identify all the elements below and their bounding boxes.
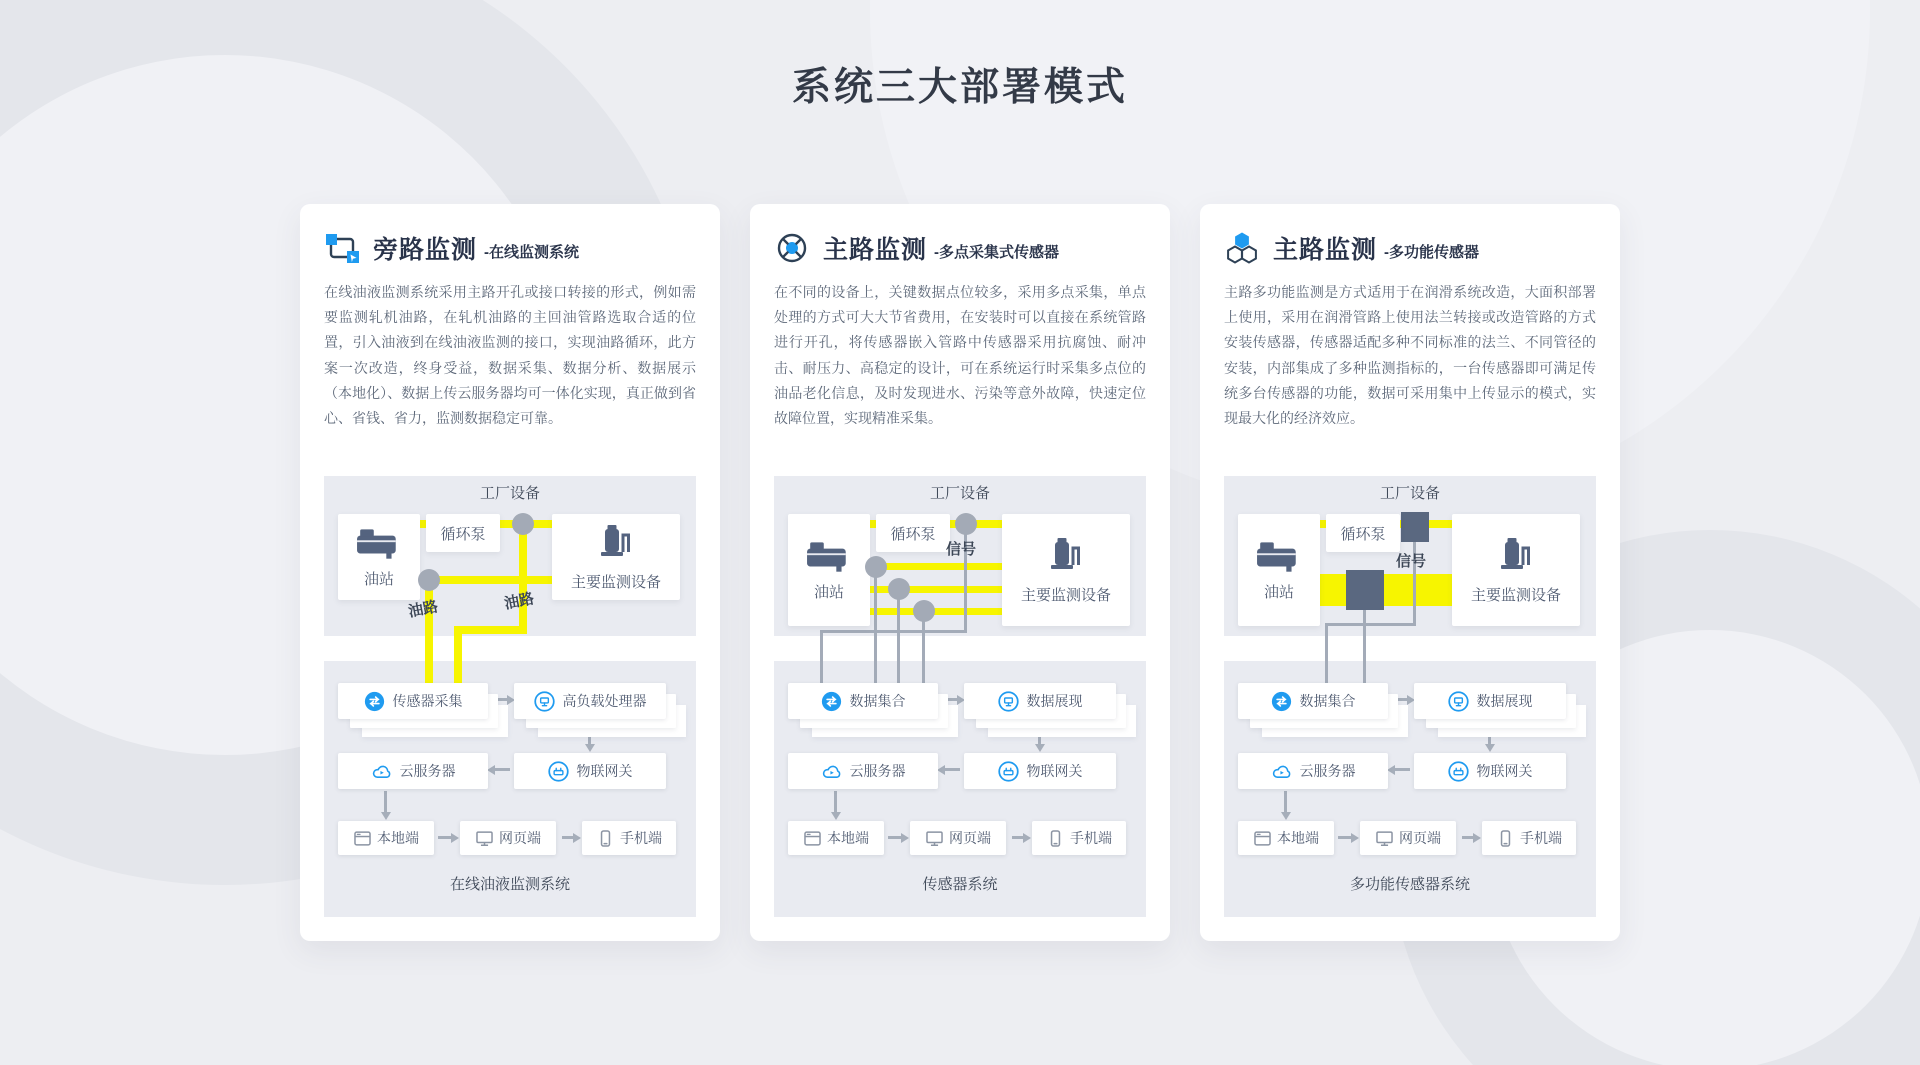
- oil-station-box: [338, 514, 420, 600]
- data-transfer-icon: [364, 691, 385, 712]
- oil-station-label: 油站: [363, 570, 394, 588]
- data-display-icon: [998, 691, 1019, 712]
- card-subtitle: -在线监测系统: [484, 244, 580, 261]
- flow-label: 数据展现: [1476, 693, 1533, 709]
- data-transfer-icon: [821, 691, 842, 712]
- arrow-right-icon: [562, 836, 574, 839]
- sensor-point-dot: [913, 600, 935, 622]
- main-equipment-box: [1452, 514, 1580, 626]
- arrow-left-icon: [1394, 768, 1410, 771]
- window-icon: [1253, 829, 1272, 848]
- signal-line: [820, 630, 823, 683]
- cloud-server-icon: [821, 761, 842, 782]
- signal-label: 信号: [946, 541, 977, 558]
- flow-label: 手机端: [1520, 830, 1562, 846]
- monitor-icon: [1375, 829, 1394, 848]
- pipe-label: 油路: [502, 590, 536, 613]
- oil-pipe: [870, 563, 1002, 570]
- arrow-down-icon: [834, 791, 837, 813]
- oil-pipe: [519, 524, 527, 634]
- arrow-right-icon: [438, 836, 452, 839]
- oil-pipe: [454, 626, 462, 683]
- signal-line: [820, 630, 967, 633]
- page-title: 系统三大部署模式: [791, 66, 1128, 109]
- iot-gateway-icon: [548, 761, 569, 782]
- phone-icon: [596, 829, 615, 848]
- sensor-point-dot: [865, 556, 887, 578]
- flow-label: 手机端: [620, 830, 662, 846]
- data-display-icon: [1448, 691, 1469, 712]
- arrow-right-icon: [942, 698, 958, 701]
- card-header: [324, 230, 696, 266]
- flow-box-process: [514, 683, 666, 719]
- arrow-right-icon: [1338, 836, 1352, 839]
- pipe-label: 油路: [406, 598, 440, 621]
- cloud-server-icon: [1271, 761, 1292, 782]
- window-icon: [353, 829, 372, 848]
- flow-label: 数据展现: [1026, 693, 1083, 709]
- circulation-pump-box: [876, 514, 950, 552]
- flow-box-local: [1238, 821, 1334, 855]
- inline-sensor-block: [1346, 570, 1384, 610]
- iot-gateway-icon: [998, 761, 1019, 782]
- flow-box-web: [1360, 821, 1456, 855]
- card-subtitle: -多功能传感器: [1384, 244, 1480, 261]
- diagram-caption: 在线油液监测系统: [449, 876, 570, 893]
- signal-line: [1325, 623, 1416, 626]
- flow-label: 物联网关: [576, 763, 633, 779]
- signal-line: [897, 589, 900, 683]
- phone-icon: [1046, 829, 1065, 848]
- flow-box-gateway: [964, 753, 1116, 789]
- oil-pipe: [870, 608, 1002, 615]
- flow-box-gateway: [514, 753, 666, 789]
- flow-label: 云服务器: [849, 763, 906, 779]
- oil-station-label: 油站: [813, 583, 844, 601]
- phone-icon: [1496, 829, 1515, 848]
- flow-box-collect: [338, 683, 488, 719]
- oil-station-box: [788, 514, 870, 626]
- flow-box-local: [788, 821, 884, 855]
- lifebuoy-icon: [774, 230, 810, 266]
- flow-box-web: [460, 821, 556, 855]
- flow-label: 物联网关: [1476, 763, 1533, 779]
- flow-box-web: [910, 821, 1006, 855]
- flow-label: 高负载处理器: [562, 693, 647, 709]
- signal-line: [874, 567, 877, 683]
- flow-label: 本地端: [827, 830, 869, 846]
- window-icon: [803, 829, 822, 848]
- card-title: 旁路监测: [373, 236, 478, 264]
- arrow-right-icon: [492, 698, 508, 701]
- monitor-icon: [475, 829, 494, 848]
- flow-label: 网页端: [499, 830, 541, 846]
- inline-sensor-block: [1401, 512, 1429, 542]
- flow-label: 云服务器: [1299, 763, 1356, 779]
- card-description: 在线油液监测系统采用主路开孔或接口转接的形式，例如需要监测轧机油路，在轧机油路的主回油管路选取合适的位置，引入油液到在线油液监测的接口，实现油路循环，此方案一次改造，终身受益，数据采集、数据分析、数据展示（本地化）、数据上传云服务器均可一体化实现，真正做到省心、省钱、省力，监测数据稳定可靠。: [324, 284, 696, 426]
- flow-box-process: [964, 683, 1116, 719]
- factory-title: 工厂设备: [479, 485, 540, 502]
- processor-icon: [534, 691, 555, 712]
- arrow-right-icon: [1462, 836, 1474, 839]
- arrow-left-icon: [494, 768, 510, 771]
- flow-box-cloud: [338, 753, 488, 789]
- flow-box-cloud: [1238, 753, 1388, 789]
- pump-equipment-icon: [596, 523, 636, 563]
- flow-label: 云服务器: [399, 763, 456, 779]
- oil-pipe-thick: [1320, 574, 1452, 606]
- card-header: [1224, 230, 1596, 266]
- flow-box-gateway: [1414, 753, 1566, 789]
- oil-pipe: [454, 626, 527, 634]
- cards-row: [0, 204, 1920, 941]
- main-equipment-box: [552, 514, 680, 600]
- pump-label: 循环泵: [890, 525, 936, 543]
- arrow-left-icon: [944, 768, 960, 771]
- deployment-diagram: [324, 476, 696, 917]
- oil-tank-icon: [356, 526, 402, 560]
- card-bypass-monitoring: [300, 204, 720, 941]
- iot-gateway-icon: [1448, 761, 1469, 782]
- flow-label: 网页端: [949, 830, 991, 846]
- main-equipment-label: 主要监测设备: [1020, 586, 1111, 604]
- arrow-right-icon: [1012, 836, 1024, 839]
- sensor-point-dot: [888, 578, 910, 600]
- flow-label: 本地端: [1277, 830, 1319, 846]
- signal-label: 信号: [1396, 553, 1427, 570]
- sensor-point-dot: [955, 513, 977, 535]
- card-mainline-multifunction: [1200, 204, 1620, 941]
- deployment-diagram: [1224, 476, 1596, 917]
- circulation-pump-box: [1326, 514, 1400, 552]
- flow-box-process: [1414, 683, 1566, 719]
- flow-label: 手机端: [1070, 830, 1112, 846]
- oil-station-box: [1238, 514, 1320, 626]
- flow-label: 数据集合: [849, 693, 906, 709]
- flow-box-mobile: [582, 821, 676, 855]
- diagram-caption: 多功能传感器系统: [1349, 876, 1470, 893]
- pump-label: 循环泵: [1340, 525, 1386, 543]
- pump-label: 循环泵: [440, 525, 486, 543]
- signal-line: [1363, 610, 1366, 683]
- flow-label: 本地端: [377, 830, 419, 846]
- oil-tank-icon: [806, 539, 852, 573]
- main-equipment-label: 主要监测设备: [570, 573, 661, 591]
- flow-label: 传感器采集: [392, 693, 463, 709]
- data-transfer-icon: [1271, 691, 1292, 712]
- factory-title: 工厂设备: [1379, 485, 1440, 502]
- arrow-down-icon: [1284, 791, 1287, 813]
- circulation-pump-box: [426, 514, 500, 552]
- flow-box-mobile: [1482, 821, 1576, 855]
- arrow-down-icon: [1488, 721, 1491, 745]
- arrow-down-icon: [588, 721, 591, 745]
- flow-box-mobile: [1032, 821, 1126, 855]
- flow-box-cloud: [788, 753, 938, 789]
- hexagon-cluster-icon: [1224, 230, 1260, 266]
- flow-label: 数据集合: [1299, 693, 1356, 709]
- diagram-caption: 传感器系统: [922, 876, 998, 893]
- arrow-down-icon: [384, 791, 387, 813]
- pump-equipment-icon: [1046, 536, 1086, 576]
- arrow-right-icon: [888, 836, 902, 839]
- flow-box-local: [338, 821, 434, 855]
- card-subtitle: -多点采集式传感器: [934, 244, 1060, 261]
- arrow-right-icon: [1392, 698, 1408, 701]
- deployment-diagram: [774, 476, 1146, 917]
- card-header: [774, 230, 1146, 266]
- main-equipment-box: [1002, 514, 1130, 626]
- oil-tank-icon: [1256, 539, 1302, 573]
- card-title: 主路监测: [823, 236, 928, 264]
- signal-line: [1325, 623, 1328, 683]
- pipe-joint-dot: [512, 513, 534, 535]
- main-equipment-label: 主要监测设备: [1470, 586, 1561, 604]
- pipe-joint-dot: [418, 569, 440, 591]
- oil-station-label: 油站: [1263, 583, 1294, 601]
- factory-title: 工厂设备: [929, 485, 990, 502]
- flow-label: 物联网关: [1026, 763, 1083, 779]
- arrow-down-icon: [1038, 721, 1041, 745]
- bypass-loop-icon: [324, 230, 360, 266]
- flow-label: 网页端: [1399, 830, 1441, 846]
- flow-box-collect: [788, 683, 938, 719]
- card-description: 在不同的设备上，关键数据点位较多，采用多点采集，单点处理的方式可大大节省费用，在安装时可以直接在系统管路进行开孔，将传感器嵌入管路中传感器采用抗腐蚀、耐冲击、耐压力、高稳定的设计，可在系统运行时采集多点位的油品老化信息，及时发现进水、污染等意外故障，快速定位故障位置，实现精准采集。: [774, 284, 1146, 426]
- card-title: 主路监测: [1273, 236, 1378, 264]
- card-mainline-multipoint: [750, 204, 1170, 941]
- flow-box-collect: [1238, 683, 1388, 719]
- pump-equipment-icon: [1496, 536, 1536, 576]
- cloud-server-icon: [371, 761, 392, 782]
- monitor-icon: [925, 829, 944, 848]
- card-description: 主路多功能监测是方式适用于在润滑系统改造，大面积部署上使用，采用在润滑管路上使用法兰转接或改造管路的方式安装传感器，传感器适配多种不同标准的法兰、不同管径的安装，内部集成了多种监测指标的，一台传感器即可满足传统多台传感器的功能，数据可采用集中上传显示的模式，实现最大化的经济效应。: [1224, 284, 1596, 426]
